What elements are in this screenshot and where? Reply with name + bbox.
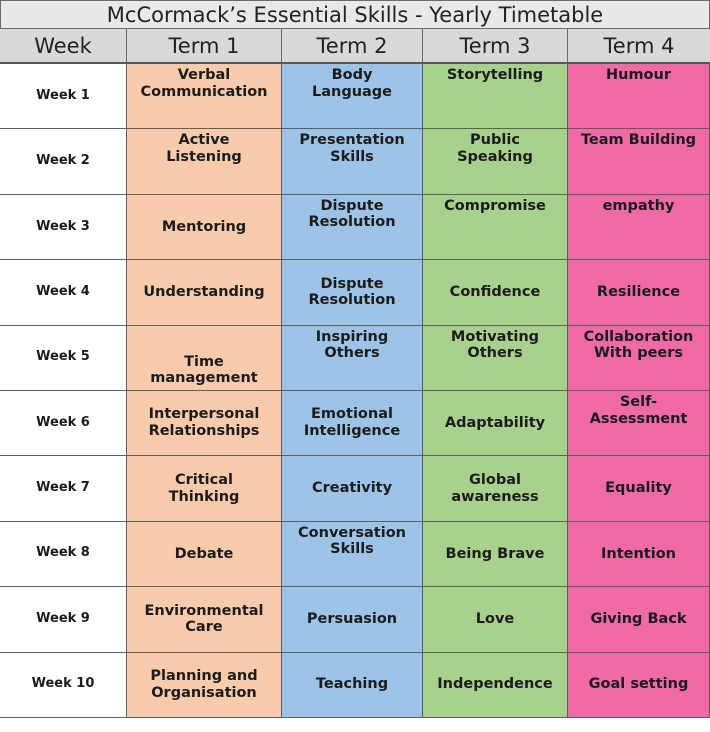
week-label: Week 5 bbox=[0, 326, 127, 391]
term1-skill: Debate bbox=[127, 522, 282, 587]
week-label: Week 3 bbox=[0, 195, 127, 260]
term2-skill: Presentation Skills bbox=[282, 129, 423, 194]
term3-skill: Love bbox=[423, 587, 568, 652]
term1-skill: Active Listening bbox=[127, 129, 282, 194]
week-label: Week 6 bbox=[0, 391, 127, 456]
term4-skill: Collaboration With peers bbox=[568, 326, 710, 391]
week-label: Week 9 bbox=[0, 587, 127, 652]
term3-skill: Motivating Others bbox=[423, 326, 568, 391]
term1-skill: Time management bbox=[127, 326, 282, 391]
term4-skill: Resilience bbox=[568, 260, 710, 325]
term3-skill: Storytelling bbox=[423, 64, 568, 129]
term3-skill: Public Speaking bbox=[423, 129, 568, 194]
term2-skill: Creativity bbox=[282, 456, 423, 521]
term3-skill: Being Brave bbox=[423, 522, 568, 587]
term1-skill: Understanding bbox=[127, 260, 282, 325]
term3-skill: Adaptability bbox=[423, 391, 568, 456]
header-term-1: Term 1 bbox=[127, 29, 282, 64]
term2-skill: Dispute Resolution bbox=[282, 260, 423, 325]
week-label: Week 2 bbox=[0, 129, 127, 194]
term1-skill: Interpersonal Relationships bbox=[127, 391, 282, 456]
term4-skill: Goal setting bbox=[568, 653, 710, 718]
header-term-2: Term 2 bbox=[282, 29, 423, 64]
week-label: Week 7 bbox=[0, 456, 127, 521]
week-label: Week 1 bbox=[0, 64, 127, 129]
week-label: Week 4 bbox=[0, 260, 127, 325]
term2-skill: Emotional Intelligence bbox=[282, 391, 423, 456]
header-term-4: Term 4 bbox=[568, 29, 710, 64]
term3-skill: Global awareness bbox=[423, 456, 568, 521]
term4-skill: Team Building bbox=[568, 129, 710, 194]
term4-skill: Humour bbox=[568, 64, 710, 129]
term1-skill: Environmental Care bbox=[127, 587, 282, 652]
term1-skill: Verbal Communication bbox=[127, 64, 282, 129]
header-term-3: Term 3 bbox=[423, 29, 568, 64]
term3-skill: Confidence bbox=[423, 260, 568, 325]
term2-skill: Body Language bbox=[282, 64, 423, 129]
term1-skill: Mentoring bbox=[127, 195, 282, 260]
term2-skill: Inspiring Others bbox=[282, 326, 423, 391]
term4-skill: Intention bbox=[568, 522, 710, 587]
term3-skill: Compromise bbox=[423, 195, 568, 260]
term2-skill: Persuasion bbox=[282, 587, 423, 652]
timetable-title: McCormack’s Essential Skills - Yearly Timetable bbox=[0, 0, 710, 29]
week-label: Week 8 bbox=[0, 522, 127, 587]
term4-skill: empathy bbox=[568, 195, 710, 260]
term3-skill: Independence bbox=[423, 653, 568, 718]
term2-skill: Conversation Skills bbox=[282, 522, 423, 587]
week-label: Week 10 bbox=[0, 653, 127, 718]
term4-skill: Giving Back bbox=[568, 587, 710, 652]
term4-skill: Equality bbox=[568, 456, 710, 521]
term1-skill: Critical Thinking bbox=[127, 456, 282, 521]
header-week: Week bbox=[0, 29, 127, 64]
term1-skill: Planning and Organisation bbox=[127, 653, 282, 718]
term2-skill: Dispute Resolution bbox=[282, 195, 423, 260]
term4-skill: Self- Assessment bbox=[568, 391, 710, 456]
term2-skill: Teaching bbox=[282, 653, 423, 718]
